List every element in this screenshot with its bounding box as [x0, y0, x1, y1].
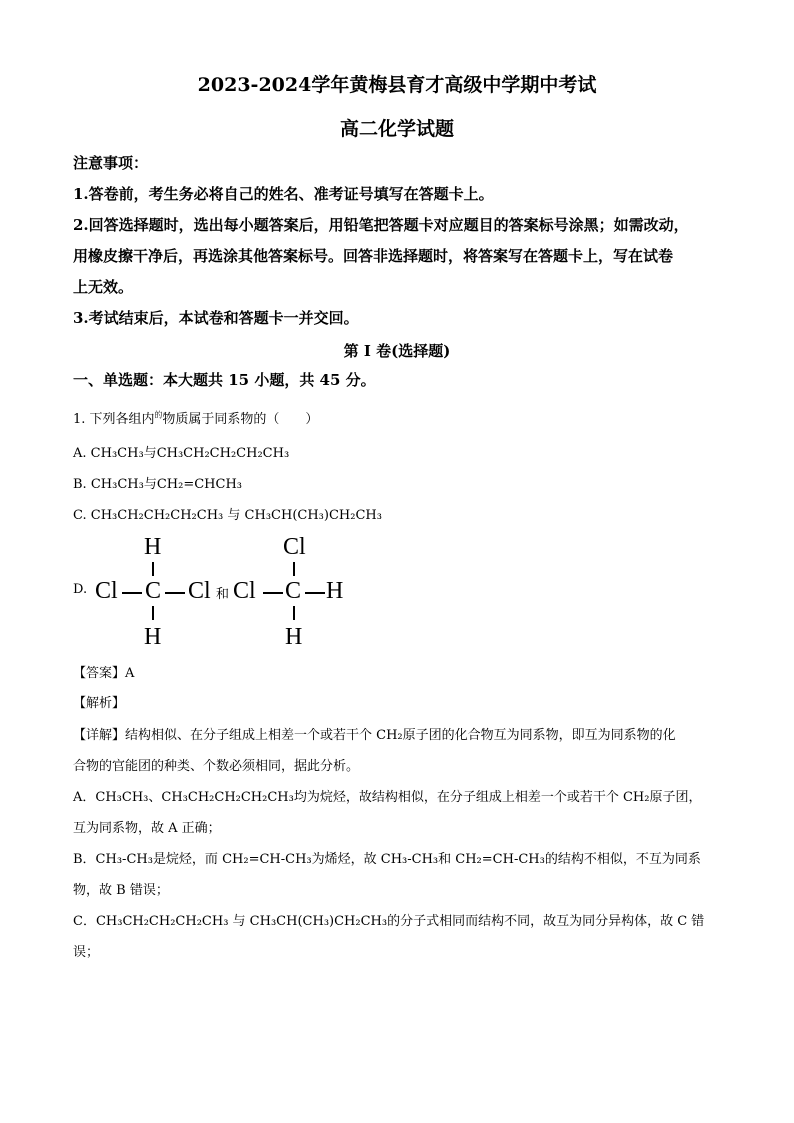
question-stem-sup: 的 — [154, 410, 163, 420]
option-formula-left: CH₃CH₃ — [90, 446, 144, 461]
answer-value: A — [125, 666, 135, 681]
option-b — [73, 473, 242, 492]
atom-left: Cl — [95, 578, 118, 604]
atom-right: H — [326, 578, 344, 604]
bond-left — [263, 592, 283, 594]
answer-tag: 【答案】 — [73, 666, 126, 681]
bond-bottom — [293, 606, 295, 620]
volume-heading: 第 I 卷(选择题) — [343, 342, 451, 360]
option-formula-right: CH₂=CHCH₃ — [156, 477, 243, 492]
exam-subtitle: 高二化学试题 — [339, 118, 454, 140]
question-1-stem — [73, 408, 318, 427]
detail-tag: 【详解】 — [73, 728, 126, 743]
option-formula-right: CH₃CH₂CH₂CH₂CH₃ — [156, 446, 290, 461]
question-stem-part-1: 1. 下列各组内 — [73, 412, 155, 427]
atom-center: C — [145, 578, 162, 604]
bond-bottom — [152, 606, 154, 620]
atom-bottom: H — [285, 624, 303, 650]
option-formula-left: CH₃CH₃ — [90, 477, 144, 492]
notice-item-1: 1.答卷前，考生务必将自己的姓名、准考证号填写在答题卡上。 — [73, 185, 494, 203]
bond-right — [305, 592, 325, 594]
structural-formula-2 — [233, 535, 493, 655]
detail-line-1 — [73, 724, 676, 743]
bond-left — [122, 592, 142, 594]
option-d-joiner: 和 — [216, 587, 230, 602]
detail-b-line-2: 物，故 B 错误； — [73, 883, 169, 898]
bond-top — [152, 562, 154, 576]
detail-a-line-2: 互为同系物，故 A 正确； — [73, 821, 221, 836]
notice-heading: 注意事项： — [73, 154, 149, 172]
detail-c-line-2: 误； — [73, 945, 100, 960]
detail-a-line-1: A．CH₃CH₃、CH₃CH₂CH₂CH₂CH₃均为烷烃，故结构相似，在分子组成上相差一个或若干个 CH₂原子团， — [73, 790, 702, 805]
detail-b-line-1: B．CH₃-CH₃是烷烃，而 CH₂=CH-CH₃为烯烃，故 CH₃-CH₃和 CH₂=CH-CH₃的结构不相似，不互为同系 — [73, 852, 701, 867]
option-joiner: 与 — [143, 446, 157, 461]
exam-title: 2023-2024学年黄梅县育才高级中学期中考试 — [197, 74, 597, 96]
option-joiner: 与 — [143, 477, 157, 492]
option-d-label: D. — [73, 582, 88, 597]
option-formula-left: CH₃CH₂CH₂CH₂CH₃ — [90, 508, 224, 523]
option-formula-right: CH₃CH(CH₃)CH₂CH₃ — [244, 508, 382, 523]
notice-item-3: 3.考试结束后，本试卷和答题卡一并交回。 — [73, 309, 359, 327]
option-label: C. — [73, 508, 87, 523]
question-stem-part-2: 物质属于同系物的（ ） — [162, 412, 319, 427]
bond-right — [165, 592, 185, 594]
atom-bottom: H — [144, 624, 162, 650]
detail-text: 结构相似、在分子组成上相差一个或若干个 CH₂原子团的化合物互为同系物，即互为同系物的化 — [125, 728, 676, 743]
atom-top: Cl — [283, 534, 306, 560]
atom-center: C — [285, 578, 302, 604]
notice-item-2-line-1: 2.回答选择题时，选出每小题答案后，用铅笔把答题卡对应题目的答案标号涂黑；如需改动， — [73, 216, 689, 234]
option-c — [73, 504, 382, 523]
option-joiner: 与 — [227, 508, 241, 523]
notice-item-2-line-2: 用橡皮擦干净后，再选涂其他答案标号。回答非选择题时，将答案写在答题卡上，写在试卷 — [73, 247, 674, 265]
notice-item-2-line-3: 上无效。 — [73, 278, 134, 296]
atom-left: Cl — [233, 578, 256, 604]
analysis-tag: 【解析】 — [73, 696, 126, 711]
atom-top: H — [144, 534, 162, 560]
option-label: A. — [73, 446, 87, 461]
section-heading: 一、单选题：本大题共 15 小题，共 45 分。 — [73, 371, 376, 389]
atom-right: Cl — [188, 578, 211, 604]
option-a — [73, 442, 289, 461]
detail-line-2: 合物的官能团的种类、个数必须相同，据此分析。 — [73, 759, 360, 774]
detail-c-line-1: C．CH₃CH₂CH₂CH₂CH₃ 与 CH₃CH(CH₃)CH₂CH₃的分子式相同而结构不同，故互为同分异构体，故 C 错 — [73, 914, 705, 929]
bond-top — [293, 562, 295, 576]
option-label: B. — [73, 477, 87, 492]
answer-line — [73, 662, 134, 681]
